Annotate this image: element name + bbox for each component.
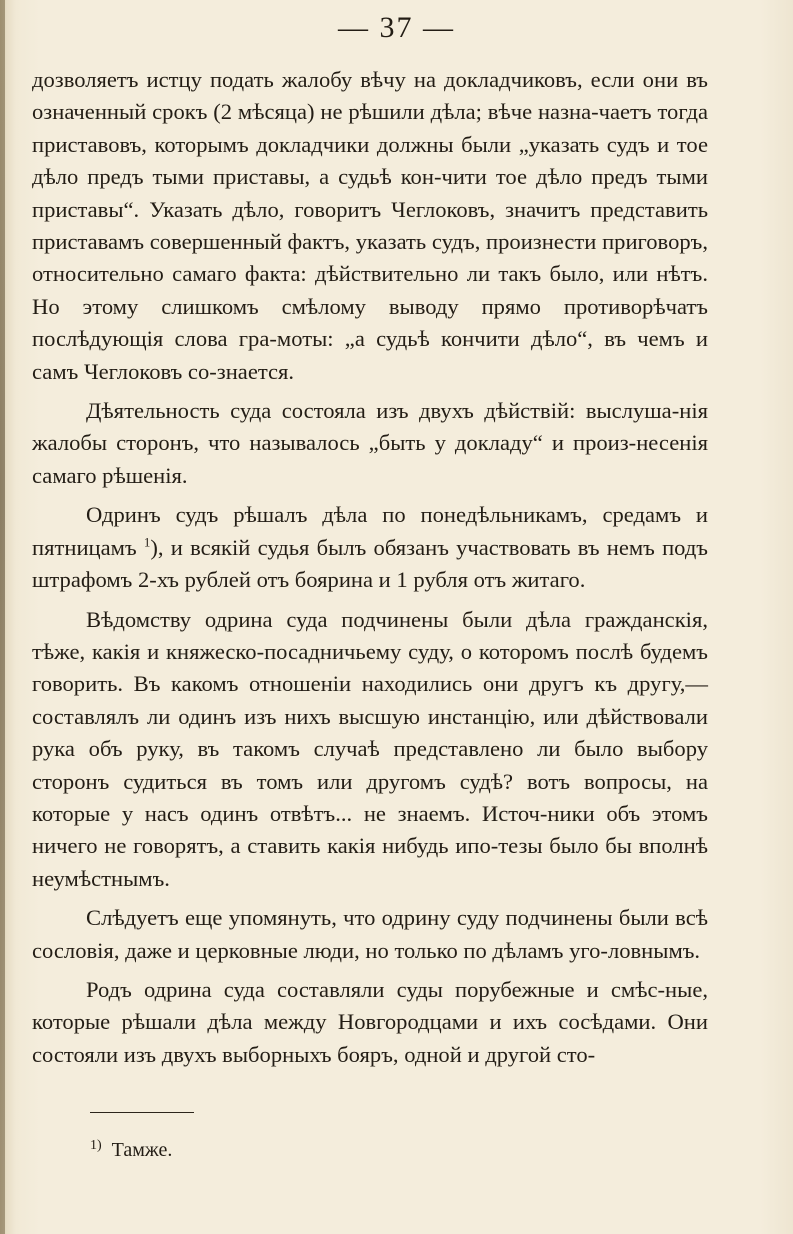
page-number: — 37 — (338, 11, 455, 44)
paragraph: дозволяетъ истцу подать жалобу вѣчу на докладчиковъ, если они въ означенный срокъ (2 мѣсяца) не рѣшили дѣла; вѣче назна-чаетъ тогда приставовъ, которымъ докладчики должны были „указать судъ и тое дѣло предъ тыми приставы, а судьѣ кон-чити тое дѣло предъ тыми приставы“. Указать дѣло, говоритъ Чеглоковъ, значитъ представить приставамъ совершенный фактъ, указать судъ, произнести приговоръ, относительно самаго факта: дѣйствительно ли такъ было, или нѣтъ. Но этому слишкомъ смѣлому выводу прямо противорѣчатъ послѣдующія слова гра-моты: „а судьѣ кончити дѣло“, въ чемъ и самъ Чеглоковъ со-знается. (32, 67, 708, 384)
paragraph (32, 499, 708, 596)
paragraph: Вѣдомству одрина суда подчинены были дѣла гражданскія, тѣже, какія и княжеско-посадничьему суду, о которомъ послѣ будемъ говорить. Въ какомъ отношеніи находились они другъ къ другу,—составлялъ ли одинъ изъ нихъ высшую инстанцію, или дѣйствовали рука объ руку, въ такомъ случаѣ представлено ли было выбору сторонъ судиться въ томъ или другомъ судѣ? вотъ вопросы, на которые у насъ одинъ отвѣтъ... не знаемъ. Источ-ники объ этомъ ничего не говорятъ, а ставить какія нибудь ипо-тезы было бы вполнѣ неумѣстнымъ. (32, 606, 708, 891)
footnote-reference[interactable]: 1 (143, 534, 151, 550)
footnote-divider (90, 1112, 194, 1113)
paragraph: Родъ одрина суда составляли суды порубежные и смѣс-ные, которые рѣшали дѣла между Новгородцами и ихъ сосѣдами. Они состояли изъ двухъ выборныхъ бояръ, одной и другой сто- (32, 976, 708, 1067)
paragraph: Дѣятельность суда состояла изъ двухъ дѣйствій: выслуша-нія жалобы сторонъ, что называлось „быть у докладу“ и произ-несенія самаго рѣшенія. (32, 398, 708, 488)
binding-edge (0, 0, 5, 1234)
paragraph-text: Одринъ судъ рѣшалъ дѣла по понедѣльникамъ, средамъ и пятницамъ (32, 502, 708, 560)
footnote (90, 1136, 172, 1167)
body-text (32, 64, 708, 1078)
footnote-marker: 1) (90, 1138, 102, 1153)
paragraph-text: ), и всякій судья былъ обязанъ участвовать въ немъ подъ штрафомъ 2-хъ рублей отъ боярина и 1 рубля отъ житаго. (32, 534, 708, 593)
paragraph: Слѣдуетъ еще упомянуть, что одрину суду подчинены были всѣ сословія, даже и церковные люди, но только по дѣламъ уго-ловнымъ. (32, 905, 708, 963)
footnote-text: Тамже. (111, 1139, 173, 1161)
